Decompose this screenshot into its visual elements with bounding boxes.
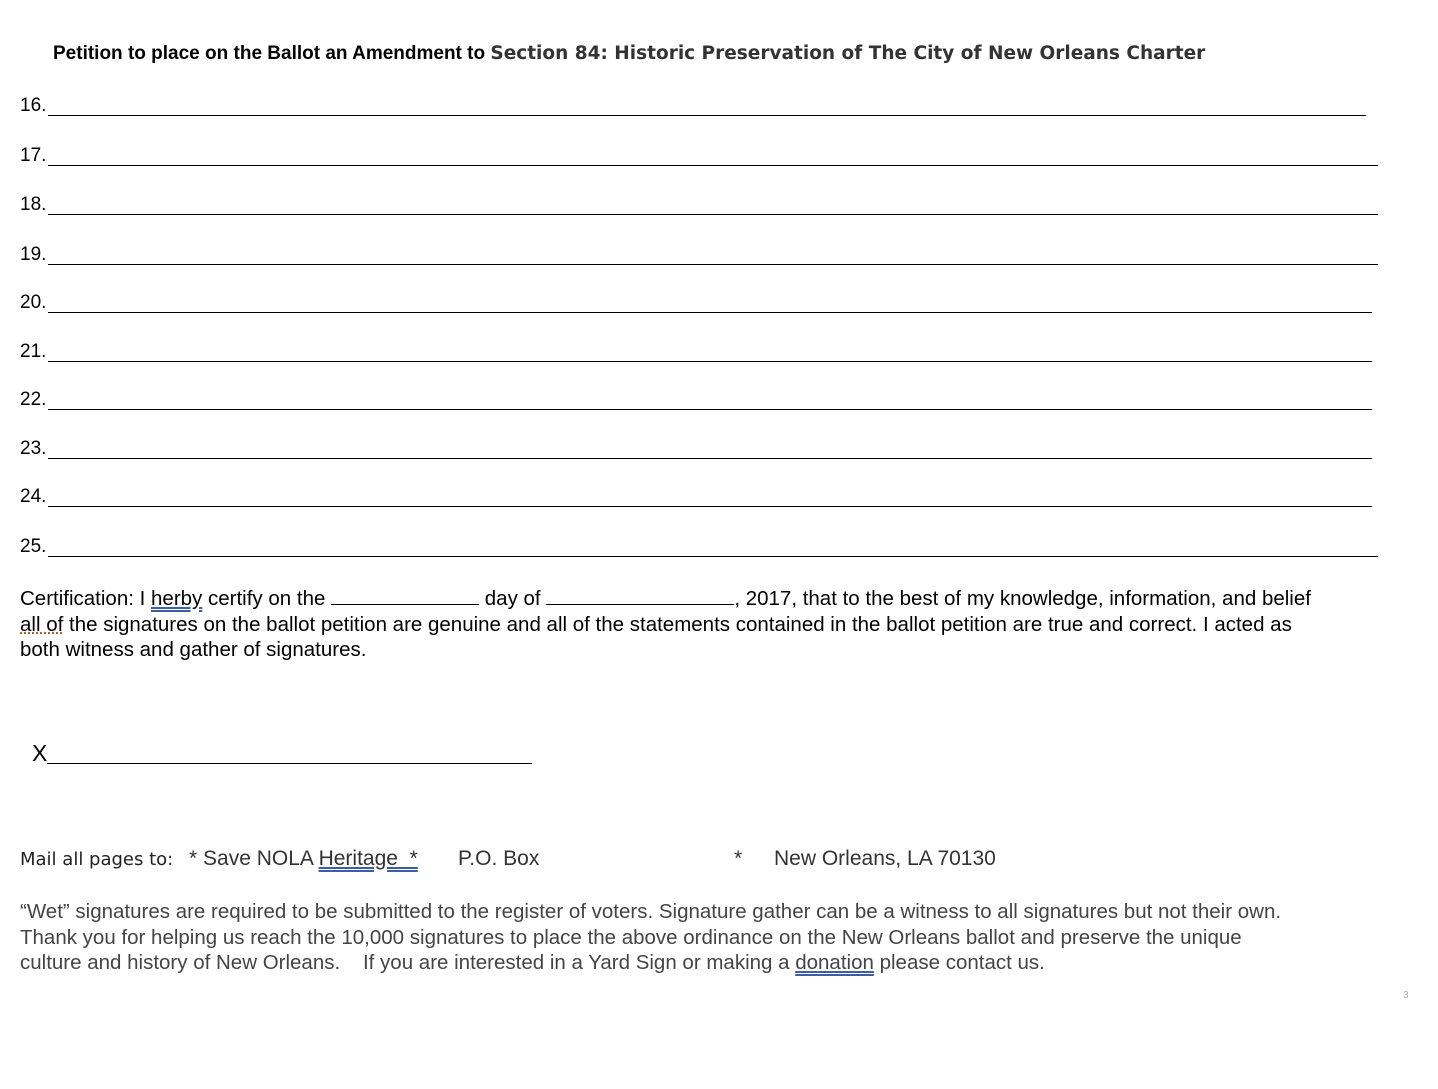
signature-row-number: 21.: [20, 341, 47, 362]
signature-row-number: 22.: [20, 389, 47, 410]
day-blank[interactable]: [331, 586, 479, 605]
signature-row: [20, 194, 1378, 216]
signature-row: [20, 389, 1372, 411]
signature-row: [20, 145, 1378, 167]
footer-line-1: “Wet” signatures are required to be submitted to the register of voters. Signature gather can be a witness to all signatures but not their own.: [20, 900, 1282, 923]
donation-link[interactable]: donation: [795, 951, 874, 974]
cert-all-of: all of: [20, 612, 64, 636]
mail-city: New Orleans, LA 70130: [774, 847, 996, 870]
signature-line[interactable]: [47, 763, 532, 764]
footer-line-3-end: please contact us.: [873, 951, 1045, 974]
certification-text: [20, 586, 1420, 663]
cert-text-1: Certification: I: [20, 587, 152, 610]
cert-text-2: certify on the: [202, 587, 332, 610]
signature-row-number: 18.: [20, 194, 47, 215]
footer-line-2: Thank you for helping us reach the 10,000 signatures to place the above ordinance on the New Orleans ballot and preserve the unique: [20, 925, 1242, 949]
footer-notes: [20, 899, 1420, 976]
mail-star: *: [734, 847, 743, 870]
signature-row: [20, 292, 1372, 314]
signature-row-number: 24.: [20, 486, 47, 507]
title-lead: Petition to place on the Ballot an Amendment to: [53, 43, 486, 64]
cert-text-3: day of: [479, 587, 547, 610]
signature-mark: X: [32, 740, 48, 766]
signature-row-line[interactable]: [48, 409, 1372, 410]
signature-row-line[interactable]: [48, 264, 1378, 265]
signature-row-line[interactable]: [48, 556, 1378, 557]
signature-row-number: 20.: [20, 292, 47, 313]
cert-text-4: , 2017, that to the best of my knowledge, information, and belief: [734, 587, 1311, 610]
petition-title: [53, 43, 1205, 65]
signature-row-line[interactable]: [48, 115, 1366, 116]
signature-row-line[interactable]: [48, 458, 1372, 459]
footer-line-3: culture and history of New Orleans. If you are interested in a Yard Sign or making a: [20, 951, 796, 974]
mail-po-box: P.O. Box: [458, 847, 540, 870]
signature-row-number: 25.: [20, 536, 47, 557]
signature-row-line[interactable]: [48, 506, 1372, 507]
signature-row-line[interactable]: [48, 165, 1378, 166]
mail-label: Mail all pages to:: [20, 849, 174, 870]
signature-row: [20, 341, 1372, 363]
cert-text-6: both witness and gather of signatures.: [20, 638, 367, 661]
cert-herby: herby: [151, 587, 203, 610]
mail-org-heritage: Heritage *: [318, 847, 418, 870]
mail-org-prefix: * Save NOLA: [189, 847, 319, 870]
mail-org: [189, 846, 418, 872]
signature-row: [20, 486, 1372, 508]
signature-row-line[interactable]: [48, 312, 1372, 313]
signature-row-number: 17.: [20, 145, 47, 166]
signature-row: [20, 536, 1378, 558]
title-section: Section 84: Historic Preservation of The City of New Orleans Charter: [490, 43, 1206, 64]
page-number: 3: [1403, 990, 1409, 1001]
signature-row-line[interactable]: [48, 361, 1372, 362]
cert-text-5: the signatures on the ballot petition are genuine and all of the statements contained in the ballot petition are true and correct. I acted as: [63, 612, 1292, 636]
signature-row: [20, 95, 1366, 117]
signature-row-line[interactable]: [48, 214, 1378, 215]
signature-row-number: 19.: [20, 244, 47, 265]
signature-row: [20, 438, 1372, 460]
month-blank[interactable]: [546, 586, 734, 605]
signature-row-number: 23.: [20, 438, 47, 459]
signature-row: [20, 244, 1378, 266]
signature-row-number: 16.: [20, 95, 47, 116]
